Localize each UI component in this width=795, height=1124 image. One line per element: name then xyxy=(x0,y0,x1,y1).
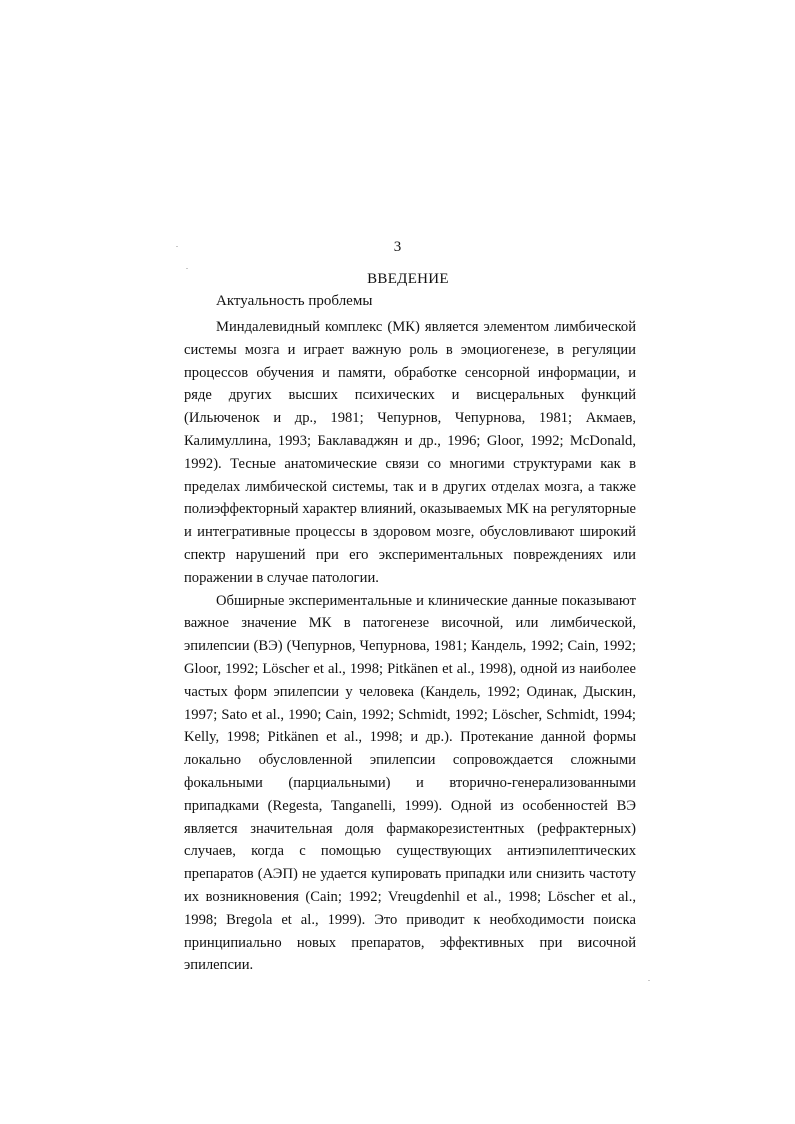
paragraph-2: Обширные экспериментальные и клинические данные показывают важное значение МК в патогенезе височной, или лимбической, эпилепсии (ВЭ) (Чепурнов, Чепурнова, 1981; Кандель, 1992; Cain, 1992; Gloor, 1992; Löscher et al., 1998; Pitkänen et al., 1998), одной из наиболее частых форм эпилепсии у человека (Кандель, 1992; Одинак, Дыскин, 1997; Sato et al., 1990; Cain, 1992; Schmidt, 1992; Löscher, Schmidt, 1994; Kelly, 1998; Pitkänen et al., 1998; и др.). Протекание данной формы локально обусловленной эпилепсии сопровождается сложными фокальными (парциальными) и вторично-генерализованными припадками (Regesta, Tanganelli, 1999). Одной из особенностей ВЭ является значительная доля фармакорезистентных (рефрактерных) случаев, когда с помощью существующих антиэпилептических препаратов (АЭП) не удается купировать припадки или снизить частоту их возникновения (Cain; 1992; Vreugdenhil et al., 1998; Löscher et al., 1998; Bregola et al., 1999). Это приводит к необходимости поиска принципиально новых препаратов, эффективных при височной эпилепсии. xyxy=(184,592,636,974)
body-text xyxy=(184,316,636,977)
subsection-heading: Актуальность проблемы xyxy=(216,293,373,309)
scan-speck xyxy=(648,980,650,981)
page-number: 3 xyxy=(393,239,402,255)
scan-speck xyxy=(186,268,188,269)
paragraph-1: Миндалевидный комплекс (МК) является элементом лимбической системы мозга и играет важную роль в эмоциогенезе, в регуляции процессов обучения и памяти, обработке сенсорной информации, и ряде других высших психических и висцеральных функций (Ильюченок и др., 1981; Чепурнов, Чепурнова, 1981; Акмаев, Калимуллина, 1993; Баклаваджян и др., 1996; Gloor, 1992; McDonald, 1992). Тесные анатомические связи со многими структурами как в пределах лимбической системы, так и в других отделах мозга, а также полиэффекторный характер влияний, оказываемых МК на регуляторные и интегративные процессы в здоровом мозге, обусловливают широкий спектр нарушений при его экспериментальных повреждениях или поражении в случае патологии. xyxy=(184,319,636,586)
section-heading: ВВЕДЕНИЕ xyxy=(367,271,449,287)
scan-speck xyxy=(176,246,178,247)
